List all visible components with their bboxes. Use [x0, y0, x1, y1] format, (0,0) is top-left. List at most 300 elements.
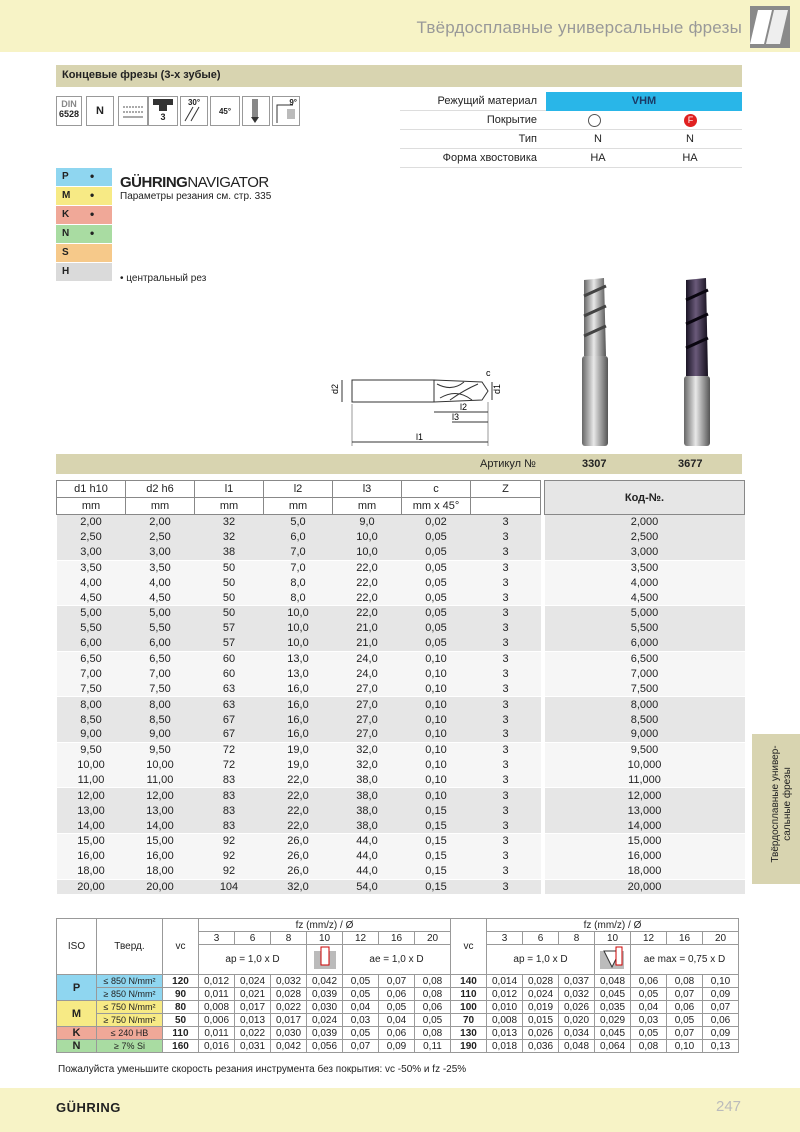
fz2-cell: 0,04	[631, 1001, 667, 1014]
table-cell: 38,0	[333, 788, 402, 803]
table-cell: 5,00	[126, 606, 195, 621]
fz-cell: 0,056	[307, 1040, 343, 1053]
uncoated-circle-icon	[588, 114, 601, 127]
table-cell: 7,0	[264, 560, 333, 575]
table-cell: 63	[195, 697, 264, 712]
table-cell: 44,0	[333, 864, 402, 879]
fz2-cell: 0,08	[631, 1040, 667, 1053]
cutting-data-table	[56, 918, 739, 1053]
table-cell: 2,00	[57, 515, 126, 530]
vc2-cell: 70	[451, 1014, 487, 1027]
table-row	[57, 818, 745, 833]
fz2-cell: 0,045	[595, 1027, 631, 1040]
table-cell: 50	[195, 560, 264, 575]
fz2-cell: 0,10	[667, 1040, 703, 1053]
slot-milling-icon	[307, 945, 343, 975]
teeth-count-icon: 3	[148, 96, 178, 126]
table-cell: 3	[471, 864, 541, 879]
table-cell: 0,05	[402, 590, 471, 605]
fz2-cell: 0,013	[487, 1027, 523, 1040]
table-cell: 16,0	[264, 697, 333, 712]
table-row	[57, 864, 745, 879]
suitability-dot: •	[90, 226, 95, 240]
iso-letter: N	[62, 228, 70, 239]
table-row	[57, 727, 745, 742]
table-cell: 3	[471, 849, 541, 864]
svg-text:l1: l1	[416, 432, 424, 442]
table-cell: 3	[471, 621, 541, 636]
fz-cell: 0,06	[415, 1001, 451, 1014]
table-header-row	[57, 481, 745, 498]
table-cell: 4,50	[57, 590, 126, 605]
cutting-row	[57, 1014, 739, 1027]
table-cell: 0,15	[402, 833, 471, 848]
svg-text:c: c	[486, 368, 491, 378]
table-cell: 8,50	[57, 712, 126, 727]
ap-right: ap = 1,0 x D	[487, 945, 595, 975]
diameter-cell: 6	[523, 932, 559, 945]
fz-cell: 0,07	[379, 975, 415, 988]
fz2-cell: 0,048	[595, 975, 631, 988]
fz2-cell: 0,05	[631, 1027, 667, 1040]
table-row	[57, 545, 745, 560]
code-cell: 4,000	[545, 575, 745, 590]
table-cell: 4,50	[126, 590, 195, 605]
article-3677: 3677	[678, 458, 703, 470]
tool-dimension-drawing	[332, 362, 508, 448]
table-cell: 3	[471, 833, 541, 848]
fz-cell: 0,039	[307, 1027, 343, 1040]
table-cell: 3	[471, 803, 541, 818]
table-cell: 22,0	[264, 788, 333, 803]
fz2-cell: 0,035	[595, 1001, 631, 1014]
table-row	[57, 879, 745, 894]
page-footer	[0, 1088, 800, 1132]
fz2-cell: 0,10	[703, 975, 739, 988]
fz-cell: 0,03	[343, 1014, 379, 1027]
iso-group-h	[56, 263, 112, 281]
table-cell: 7,50	[126, 682, 195, 697]
iso-group-m	[56, 187, 112, 205]
iso-group-k	[56, 206, 112, 224]
table-cell: 3	[471, 758, 541, 773]
unit-cell: mm x 45°	[402, 498, 471, 515]
ramping-angle-icon: 9°	[272, 96, 300, 126]
column-header: l3	[333, 481, 402, 498]
table-cell: 11,00	[57, 773, 126, 788]
type-value-1: N	[594, 133, 602, 145]
code-header: Код-№.	[545, 481, 745, 515]
fz-cell: 0,07	[343, 1040, 379, 1053]
suitability-dot: •	[90, 207, 95, 221]
code-cell: 4,500	[545, 590, 745, 605]
fz-cell: 0,017	[235, 1001, 271, 1014]
table-cell: 10,0	[333, 530, 402, 545]
fz2-cell: 0,08	[667, 975, 703, 988]
table-cell: 0,15	[402, 879, 471, 894]
fz-cell: 0,042	[307, 975, 343, 988]
cutting-params-reference: Параметры резания см. стр. 335	[120, 191, 272, 202]
table-cell: 0,15	[402, 818, 471, 833]
material-value-bar	[546, 92, 742, 111]
table-cell: 83	[195, 788, 264, 803]
fz2-cell: 0,032	[559, 988, 595, 1001]
fz2-cell: 0,036	[523, 1040, 559, 1053]
table-cell: 83	[195, 818, 264, 833]
table-cell: 16,00	[126, 849, 195, 864]
diameter-cell: 16	[667, 932, 703, 945]
fz2-cell: 0,012	[487, 988, 523, 1001]
fz2-cell: 0,05	[631, 988, 667, 1001]
fz-cell: 0,05	[343, 988, 379, 1001]
hardness-cell: ≤ 750 N/mm²	[97, 1001, 163, 1014]
table-cell: 92	[195, 833, 264, 848]
fz-cell: 0,08	[415, 1027, 451, 1040]
vc-cell: 110	[163, 1027, 199, 1040]
fz-cell: 0,011	[199, 1027, 235, 1040]
guhring-navigator-logo: GÜHRINGNAVIGATOR	[120, 174, 269, 191]
diameter-cell: 3	[487, 932, 523, 945]
table-cell: 3	[471, 879, 541, 894]
table-cell: 0,15	[402, 864, 471, 879]
n-type-icon: N	[86, 96, 114, 126]
code-cell: 3,000	[545, 545, 745, 560]
table-cell: 10,00	[57, 758, 126, 773]
side-tab-label: Твёрдосплавные универ-сальные фрезы	[770, 745, 793, 863]
table-cell: 54,0	[333, 879, 402, 894]
page-number: 247	[716, 1098, 742, 1115]
table-row	[57, 651, 745, 666]
code-cell: 2,000	[545, 515, 745, 530]
fz-cell: 0,05	[343, 1027, 379, 1040]
table-row	[57, 788, 745, 803]
vc2-cell: 130	[451, 1027, 487, 1040]
hardness-cell: ≤ 240 HB	[97, 1027, 163, 1040]
article-bar	[56, 454, 742, 474]
table-cell: 50	[195, 590, 264, 605]
table-cell: 0,05	[402, 560, 471, 575]
table-cell: 3,00	[57, 545, 126, 560]
table-cell: 4,00	[57, 575, 126, 590]
table-cell: 3	[471, 530, 541, 545]
table-cell: 26,0	[264, 833, 333, 848]
vc-cell: 120	[163, 975, 199, 988]
table-cell: 27,0	[333, 697, 402, 712]
table-cell: 3	[471, 788, 541, 803]
table-cell: 57	[195, 621, 264, 636]
table-cell: 0,15	[402, 849, 471, 864]
coating-f-badge	[684, 114, 697, 127]
ap-left: ap = 1,0 x D	[199, 945, 307, 975]
table-cell: 3	[471, 666, 541, 681]
table-cell: 38	[195, 545, 264, 560]
table-cell: 3	[471, 651, 541, 666]
fz-cell: 0,04	[379, 1014, 415, 1027]
table-cell: 3	[471, 712, 541, 727]
fz2-cell: 0,014	[487, 975, 523, 988]
diameter-cell: 3	[199, 932, 235, 945]
table-cell: 3	[471, 697, 541, 712]
table-cell: 8,50	[126, 712, 195, 727]
table-cell: 8,00	[57, 697, 126, 712]
code-cell: 9,000	[545, 727, 745, 742]
plunge-icon	[242, 96, 270, 126]
unit-cell: mm	[333, 498, 402, 515]
ae-left: ae = 1,0 x D	[343, 945, 451, 975]
fz-cell: 0,06	[379, 1027, 415, 1040]
table-cell: 0,02	[402, 515, 471, 530]
cutting-row	[57, 988, 739, 1001]
table-cell: 27,0	[333, 712, 402, 727]
table-cell: 22,0	[264, 773, 333, 788]
table-cell: 6,00	[57, 636, 126, 651]
chamfer-angle-icon: 45°	[210, 96, 240, 126]
table-cell: 32,0	[333, 742, 402, 757]
vc2-cell: 190	[451, 1040, 487, 1053]
fz2-cell: 0,048	[559, 1040, 595, 1053]
table-cell: 63	[195, 682, 264, 697]
article-label: Артикул №	[480, 458, 536, 470]
cutting-header-row	[57, 919, 739, 932]
table-cell: 10,00	[126, 758, 195, 773]
fz-cell: 0,017	[271, 1014, 307, 1027]
diameter-cell: 8	[559, 932, 595, 945]
fz-cell: 0,11	[415, 1040, 451, 1053]
diameter-cell: 10	[307, 932, 343, 945]
table-cell: 60	[195, 666, 264, 681]
svg-text:l3: l3	[452, 412, 460, 422]
table-cell: 2,50	[57, 530, 126, 545]
tool-properties	[400, 92, 742, 172]
iso-group-n	[56, 225, 112, 243]
table-cell: 38,0	[333, 803, 402, 818]
iso-letter: H	[62, 266, 70, 277]
fz2-cell: 0,05	[667, 1014, 703, 1027]
iso-cell: N	[57, 1040, 97, 1053]
table-cell: 14,00	[126, 818, 195, 833]
table-cell: 0,05	[402, 606, 471, 621]
suitability-dot: •	[90, 169, 95, 183]
column-header: d2 h6	[126, 481, 195, 498]
fz-cell: 0,008	[199, 1001, 235, 1014]
table-cell: 3	[471, 545, 541, 560]
cutting-row	[57, 1027, 739, 1040]
table-cell: 3	[471, 682, 541, 697]
table-cell: 32,0	[264, 879, 333, 894]
fz2-cell: 0,020	[559, 1014, 595, 1027]
table-cell: 0,05	[402, 545, 471, 560]
table-cell: 16,0	[264, 727, 333, 742]
table-cell: 22,0	[333, 575, 402, 590]
table-cell: 3	[471, 636, 541, 651]
fz2-cell: 0,026	[523, 1027, 559, 1040]
unit-cell: mm	[195, 498, 264, 515]
table-cell: 32	[195, 515, 264, 530]
table-cell: 83	[195, 803, 264, 818]
vc-cell: 80	[163, 1001, 199, 1014]
table-cell: 72	[195, 742, 264, 757]
table-row	[57, 697, 745, 712]
table-cell: 10,0	[333, 545, 402, 560]
table-cell: 3	[471, 560, 541, 575]
unit-cell	[471, 498, 541, 515]
iso-letter: M	[62, 190, 71, 201]
code-cell: 13,000	[545, 803, 745, 818]
fz2-cell: 0,019	[523, 1001, 559, 1014]
fz2-cell: 0,13	[703, 1040, 739, 1053]
table-cell: 4,00	[126, 575, 195, 590]
table-cell: 19,0	[264, 758, 333, 773]
fz-cell: 0,06	[379, 988, 415, 1001]
column-header: l2	[264, 481, 333, 498]
table-cell: 27,0	[333, 682, 402, 697]
hardness-header: Тверд.	[97, 919, 163, 975]
type-value-2: N	[686, 133, 694, 145]
code-cell: 11,000	[545, 773, 745, 788]
table-cell: 2,00	[126, 515, 195, 530]
table-cell: 8,0	[264, 575, 333, 590]
side-section-tab[interactable]	[752, 734, 800, 884]
fz2-cell: 0,09	[703, 988, 739, 1001]
table-cell: 8,0	[264, 590, 333, 605]
fz-cell: 0,04	[343, 1001, 379, 1014]
unit-cell: mm	[126, 498, 195, 515]
table-cell: 38,0	[333, 773, 402, 788]
table-cell: 3,50	[57, 560, 126, 575]
table-cell: 12,00	[57, 788, 126, 803]
page-header	[0, 0, 800, 52]
fz-cell: 0,08	[415, 975, 451, 988]
table-cell: 92	[195, 849, 264, 864]
vc2-cell: 110	[451, 988, 487, 1001]
table-cell: 15,00	[126, 833, 195, 848]
table-cell: 16,0	[264, 712, 333, 727]
type-label: Тип	[518, 133, 537, 145]
code-cell: 8,000	[545, 697, 745, 712]
table-cell: 10,0	[264, 606, 333, 621]
table-cell: 32,0	[333, 758, 402, 773]
table-cell: 0,10	[402, 727, 471, 742]
table-cell: 0,05	[402, 530, 471, 545]
vc-cell: 50	[163, 1014, 199, 1027]
table-cell: 3	[471, 818, 541, 833]
table-cell: 10,0	[264, 636, 333, 651]
table-cell: 16,00	[57, 849, 126, 864]
table-cell: 9,50	[126, 742, 195, 757]
table-cell: 5,00	[57, 606, 126, 621]
fz2-cell: 0,008	[487, 1014, 523, 1027]
fz2-cell: 0,06	[667, 1001, 703, 1014]
diameter-cell: 8	[271, 932, 307, 945]
table-cell: 0,05	[402, 636, 471, 651]
svg-text:l2: l2	[460, 402, 468, 412]
code-cell: 9,500	[545, 742, 745, 757]
vc2-cell: 100	[451, 1001, 487, 1014]
tool-photo-3677	[680, 276, 714, 448]
fz2-cell: 0,07	[667, 988, 703, 1001]
vc-header: vc	[163, 919, 199, 975]
table-row	[57, 575, 745, 590]
article-3307: 3307	[582, 458, 607, 470]
table-cell: 2,50	[126, 530, 195, 545]
fz2-cell: 0,09	[703, 1027, 739, 1040]
table-cell: 3,50	[126, 560, 195, 575]
fz2-cell: 0,064	[595, 1040, 631, 1053]
hardness-cell: ≤ 850 N/mm²	[97, 975, 163, 988]
shank-label: Форма хвостовика	[442, 152, 537, 164]
helix-angle-icon: 30°	[180, 96, 208, 126]
table-cell: 22,0	[264, 818, 333, 833]
fz2-cell: 0,037	[559, 975, 595, 988]
code-cell: 20,000	[545, 879, 745, 894]
fz2-cell: 0,07	[703, 1001, 739, 1014]
table-cell: 13,0	[264, 651, 333, 666]
table-cell: 11,00	[126, 773, 195, 788]
section-title: Концевые фрезы (3-х зубые)	[56, 65, 742, 87]
table-cell: 27,0	[333, 727, 402, 742]
table-row	[57, 606, 745, 621]
coating-label: Покрытие	[486, 114, 537, 126]
table-cell: 22,0	[264, 803, 333, 818]
table-cell: 7,0	[264, 545, 333, 560]
din-icon: DIN 6528	[56, 96, 82, 126]
table-row	[57, 515, 745, 530]
table-cell: 92	[195, 864, 264, 879]
table-row	[57, 636, 745, 651]
vc2-cell: 140	[451, 975, 487, 988]
table-cell: 50	[195, 606, 264, 621]
table-cell: 0,10	[402, 712, 471, 727]
code-cell: 16,000	[545, 849, 745, 864]
table-cell: 44,0	[333, 849, 402, 864]
table-cell: 7,00	[57, 666, 126, 681]
table-row	[57, 758, 745, 773]
fz-header: fz (mm/z) / Ø	[199, 919, 451, 932]
fz-cell: 0,05	[379, 1001, 415, 1014]
table-cell: 67	[195, 712, 264, 727]
fz-cell: 0,08	[415, 988, 451, 1001]
tool-photo-3307	[578, 276, 612, 448]
table-cell: 0,10	[402, 697, 471, 712]
table-cell: 22,0	[333, 606, 402, 621]
table-cell: 26,0	[264, 864, 333, 879]
fz-cell: 0,021	[235, 988, 271, 1001]
brand-logo-icon	[750, 6, 790, 48]
table-cell: 83	[195, 773, 264, 788]
column-header: Z	[471, 481, 541, 498]
fz-cell: 0,032	[271, 975, 307, 988]
iso-letter: S	[62, 247, 69, 258]
fz2-cell: 0,045	[595, 988, 631, 1001]
cutting-row	[57, 1040, 739, 1053]
code-cell: 14,000	[545, 818, 745, 833]
table-row	[57, 590, 745, 605]
code-cell: 15,000	[545, 833, 745, 848]
table-cell: 0,05	[402, 575, 471, 590]
table-cell: 7,50	[57, 682, 126, 697]
fz-cell: 0,09	[379, 1040, 415, 1053]
table-cell: 0,10	[402, 742, 471, 757]
table-cell: 5,50	[126, 621, 195, 636]
code-cell: 7,000	[545, 666, 745, 681]
table-cell: 15,00	[57, 833, 126, 848]
table-cell: 0,10	[402, 758, 471, 773]
table-cell: 26,0	[264, 849, 333, 864]
vc-cell: 90	[163, 988, 199, 1001]
fz2-cell: 0,028	[523, 975, 559, 988]
shank-value-1: HA	[590, 152, 606, 164]
fz2-cell: 0,024	[523, 988, 559, 1001]
